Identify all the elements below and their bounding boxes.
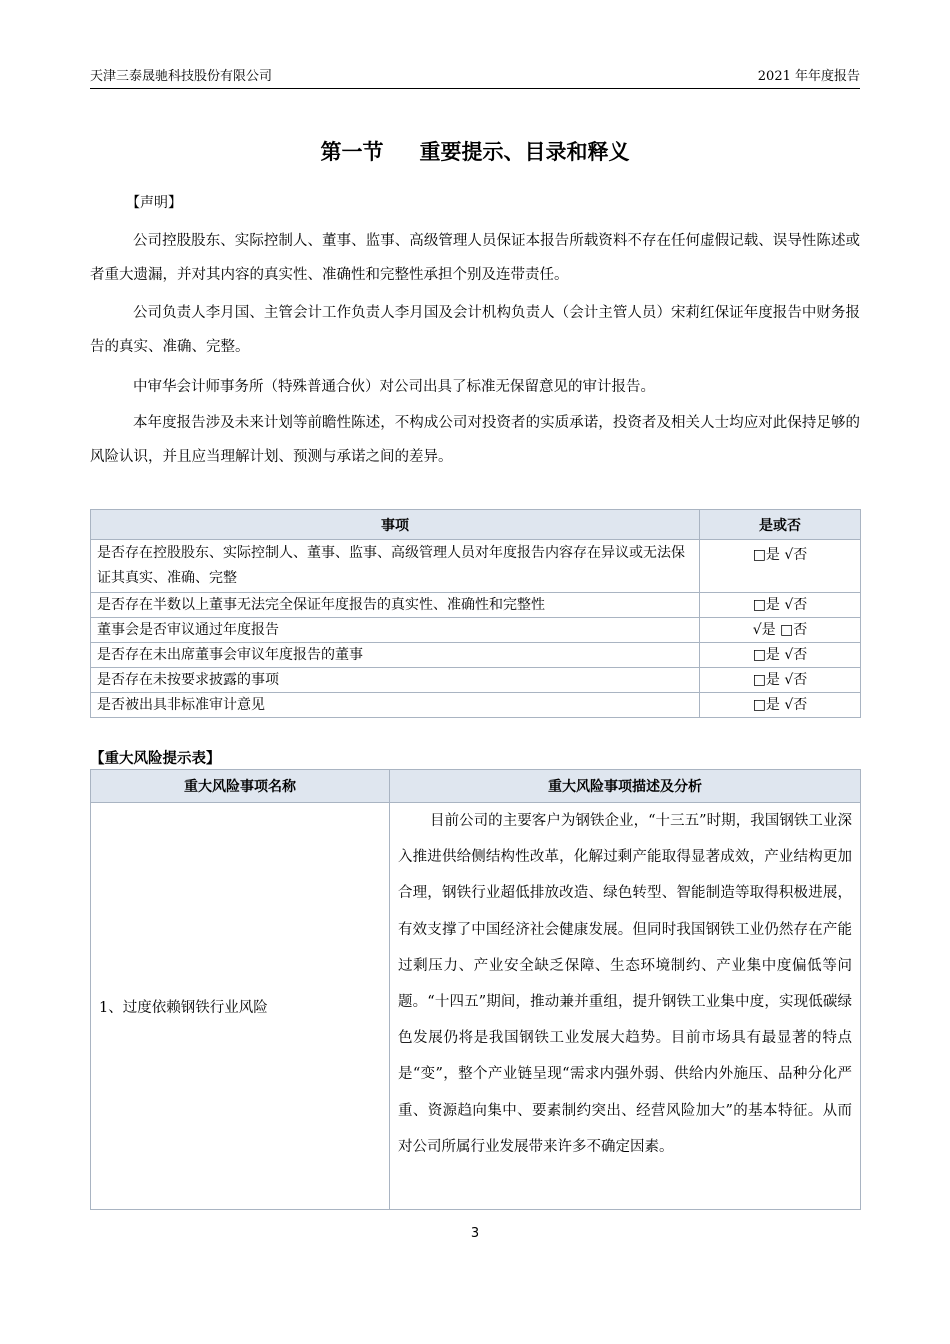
table-row xyxy=(91,693,861,718)
risk-table xyxy=(90,769,861,1210)
column-header: 重大风险事项名称 xyxy=(91,770,390,803)
matter-item: 董事会是否审议通过年度报告 xyxy=(91,618,700,643)
table-row xyxy=(91,593,861,618)
matters-table xyxy=(90,509,861,718)
matter-item: 是否存在未按要求披露的事项 xyxy=(91,668,700,693)
page-number: 3 xyxy=(470,1226,480,1241)
matter-answer: □是 √否 xyxy=(700,668,861,693)
matter-answer: □是 √否 xyxy=(700,593,861,618)
page-header xyxy=(90,66,860,89)
table-row xyxy=(91,618,861,643)
header-company: 天津三泰晟驰科技股份有限公司 xyxy=(90,69,273,84)
matter-item: 是否存在控股股东、实际控制人、董事、监事、高级管理人员对年度报告内容存在异议或无法保证其真实、准确、完整 xyxy=(91,540,700,593)
column-header: 重大风险事项描述及分析 xyxy=(390,770,861,803)
matter-answer: □是 √否 xyxy=(700,540,861,593)
declaration-paragraph: 中审华会计师事务所（特殊普通合伙）对公司出具了标准无保留意见的审计报告。 xyxy=(133,379,655,395)
table-row xyxy=(91,668,861,693)
matter-item: 是否被出具非标准审计意见 xyxy=(91,693,700,718)
table-header-row xyxy=(91,510,861,540)
declaration-label: 【声明】 xyxy=(126,195,182,211)
risk-description: 目前公司的主要客户为钢铁企业，“十三五”时期，我国钢铁工业深入推进供给侧结构性改革，化解过剩产能取得显著成效，产业结构更加合理，钢铁行业超低排放改造、绿色转型、智能制造等取得积极进展，有效支撑了中国经济社会健康发展。但同时我国钢铁工业仍然存在产能过剩压力、产业安全缺乏保障、生态环境制约、产业集中度偏低等问题。“十四五”期间，推动兼并重组，提升钢铁工业集中度，实现低碳绿色发展仍将是我国钢铁工业发展大趋势。目前市场具有最显著的特点是“变”，整个产业链呈现“需求内强外弱、供给内外施压、品种分化严重、资源趋向集中、要素制约突出、经营风险加大”的基本特征。从而对公司所属行业发展带来许多不确定因素。 xyxy=(390,803,861,1210)
column-header: 事项 xyxy=(91,510,700,540)
matter-answer: □是 √否 xyxy=(700,643,861,668)
table-row xyxy=(91,643,861,668)
matter-answer: □是 √否 xyxy=(700,693,861,718)
declaration-paragraph: 公司控股股东、实际控制人、董事、监事、高级管理人员保证本报告所载资料不存在任何虚假记载、误导性陈述或者重大遗漏，并对其内容的真实性、准确性和完整性承担个别及连带责任。 xyxy=(90,233,860,283)
risk-table-label: 【重大风险提示表】 xyxy=(90,751,221,767)
declaration-paragraph: 本年度报告涉及未来计划等前瞻性陈述，不构成公司对投资者的实质承诺，投资者及相关人士均应对此保持足够的风险认识，并且应当理解计划、预测与承诺之间的差异。 xyxy=(90,415,860,465)
declaration-paragraph: 公司负责人李月国、主管会计工作负责人李月国及会计机构负责人（会计主管人员）宋莉红保证年度报告中财务报告的真实、准确、完整。 xyxy=(90,305,860,355)
column-header: 是或否 xyxy=(700,510,861,540)
matter-answer: √是 □否 xyxy=(700,618,861,643)
section-number: 第一节 xyxy=(320,140,384,164)
section-heading: 重要提示、目录和释义 xyxy=(419,140,630,164)
matter-item: 是否存在未出席董事会审议年度报告的董事 xyxy=(91,643,700,668)
table-row xyxy=(91,540,861,593)
section-title xyxy=(0,136,950,166)
matter-item: 是否存在半数以上董事无法完全保证年度报告的真实性、准确性和完整性 xyxy=(91,593,700,618)
risk-name: 1、过度依赖钢铁行业风险 xyxy=(91,803,390,1210)
table-header-row xyxy=(91,770,861,803)
header-report-title: 2021 年年度报告 xyxy=(757,69,860,84)
table-row xyxy=(91,803,861,1210)
